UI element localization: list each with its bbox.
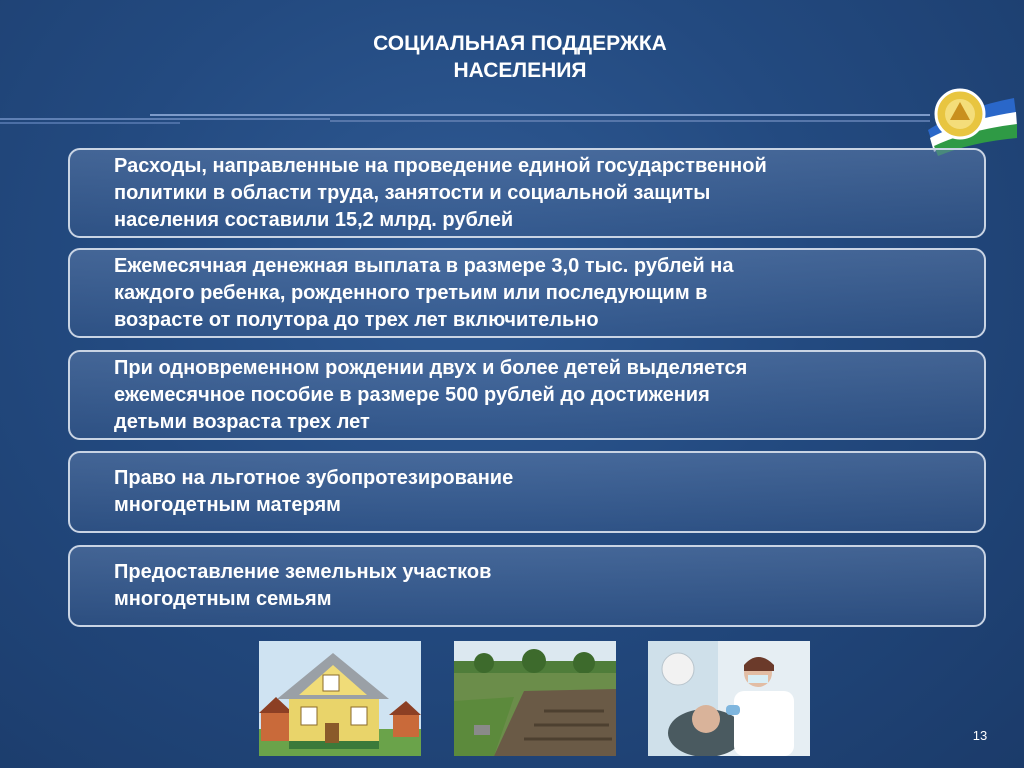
garden-plot-photo xyxy=(454,641,616,756)
slide-title: СОЦИАЛЬНАЯ ПОДДЕРЖКА НАСЕЛЕНИЯ xyxy=(373,32,667,82)
info-card-text: Предоставление земельных участков многодетным семьям xyxy=(114,561,492,610)
info-card-text: Расходы, направленные на проведение единой государственной политики в области труда, занятости и социальной защиты населения составили 15,2 млрд. рублей xyxy=(114,155,767,231)
info-card-text: При одновременном рождении двух и более детей выделяется ежемесячное пособие в размере 500 рублей до достижения детьми возраста трех лет xyxy=(114,357,748,433)
info-card-text: Ежемесячная денежная выплата в размере 3,0 тыс. рублей на каждого ребенка, рожденного третьим или последующим в возрасте от полутора до трех лет включительно xyxy=(114,255,734,331)
info-card-land-plots xyxy=(68,545,986,627)
dentist-photo xyxy=(648,641,810,756)
info-card-twins-allowance xyxy=(68,350,986,440)
info-card-monthly-payment xyxy=(68,248,986,338)
house-photo xyxy=(259,641,421,756)
info-card-dental-prosthetics xyxy=(68,451,986,533)
bashkortostan-flag-emblem-icon xyxy=(922,80,1018,156)
page-number: 13 xyxy=(972,728,988,743)
info-card-text: Право на льготное зубопротезирование многодетным матерям xyxy=(114,467,514,516)
info-card-expenses xyxy=(68,148,986,238)
decorative-stripes xyxy=(0,112,1024,132)
